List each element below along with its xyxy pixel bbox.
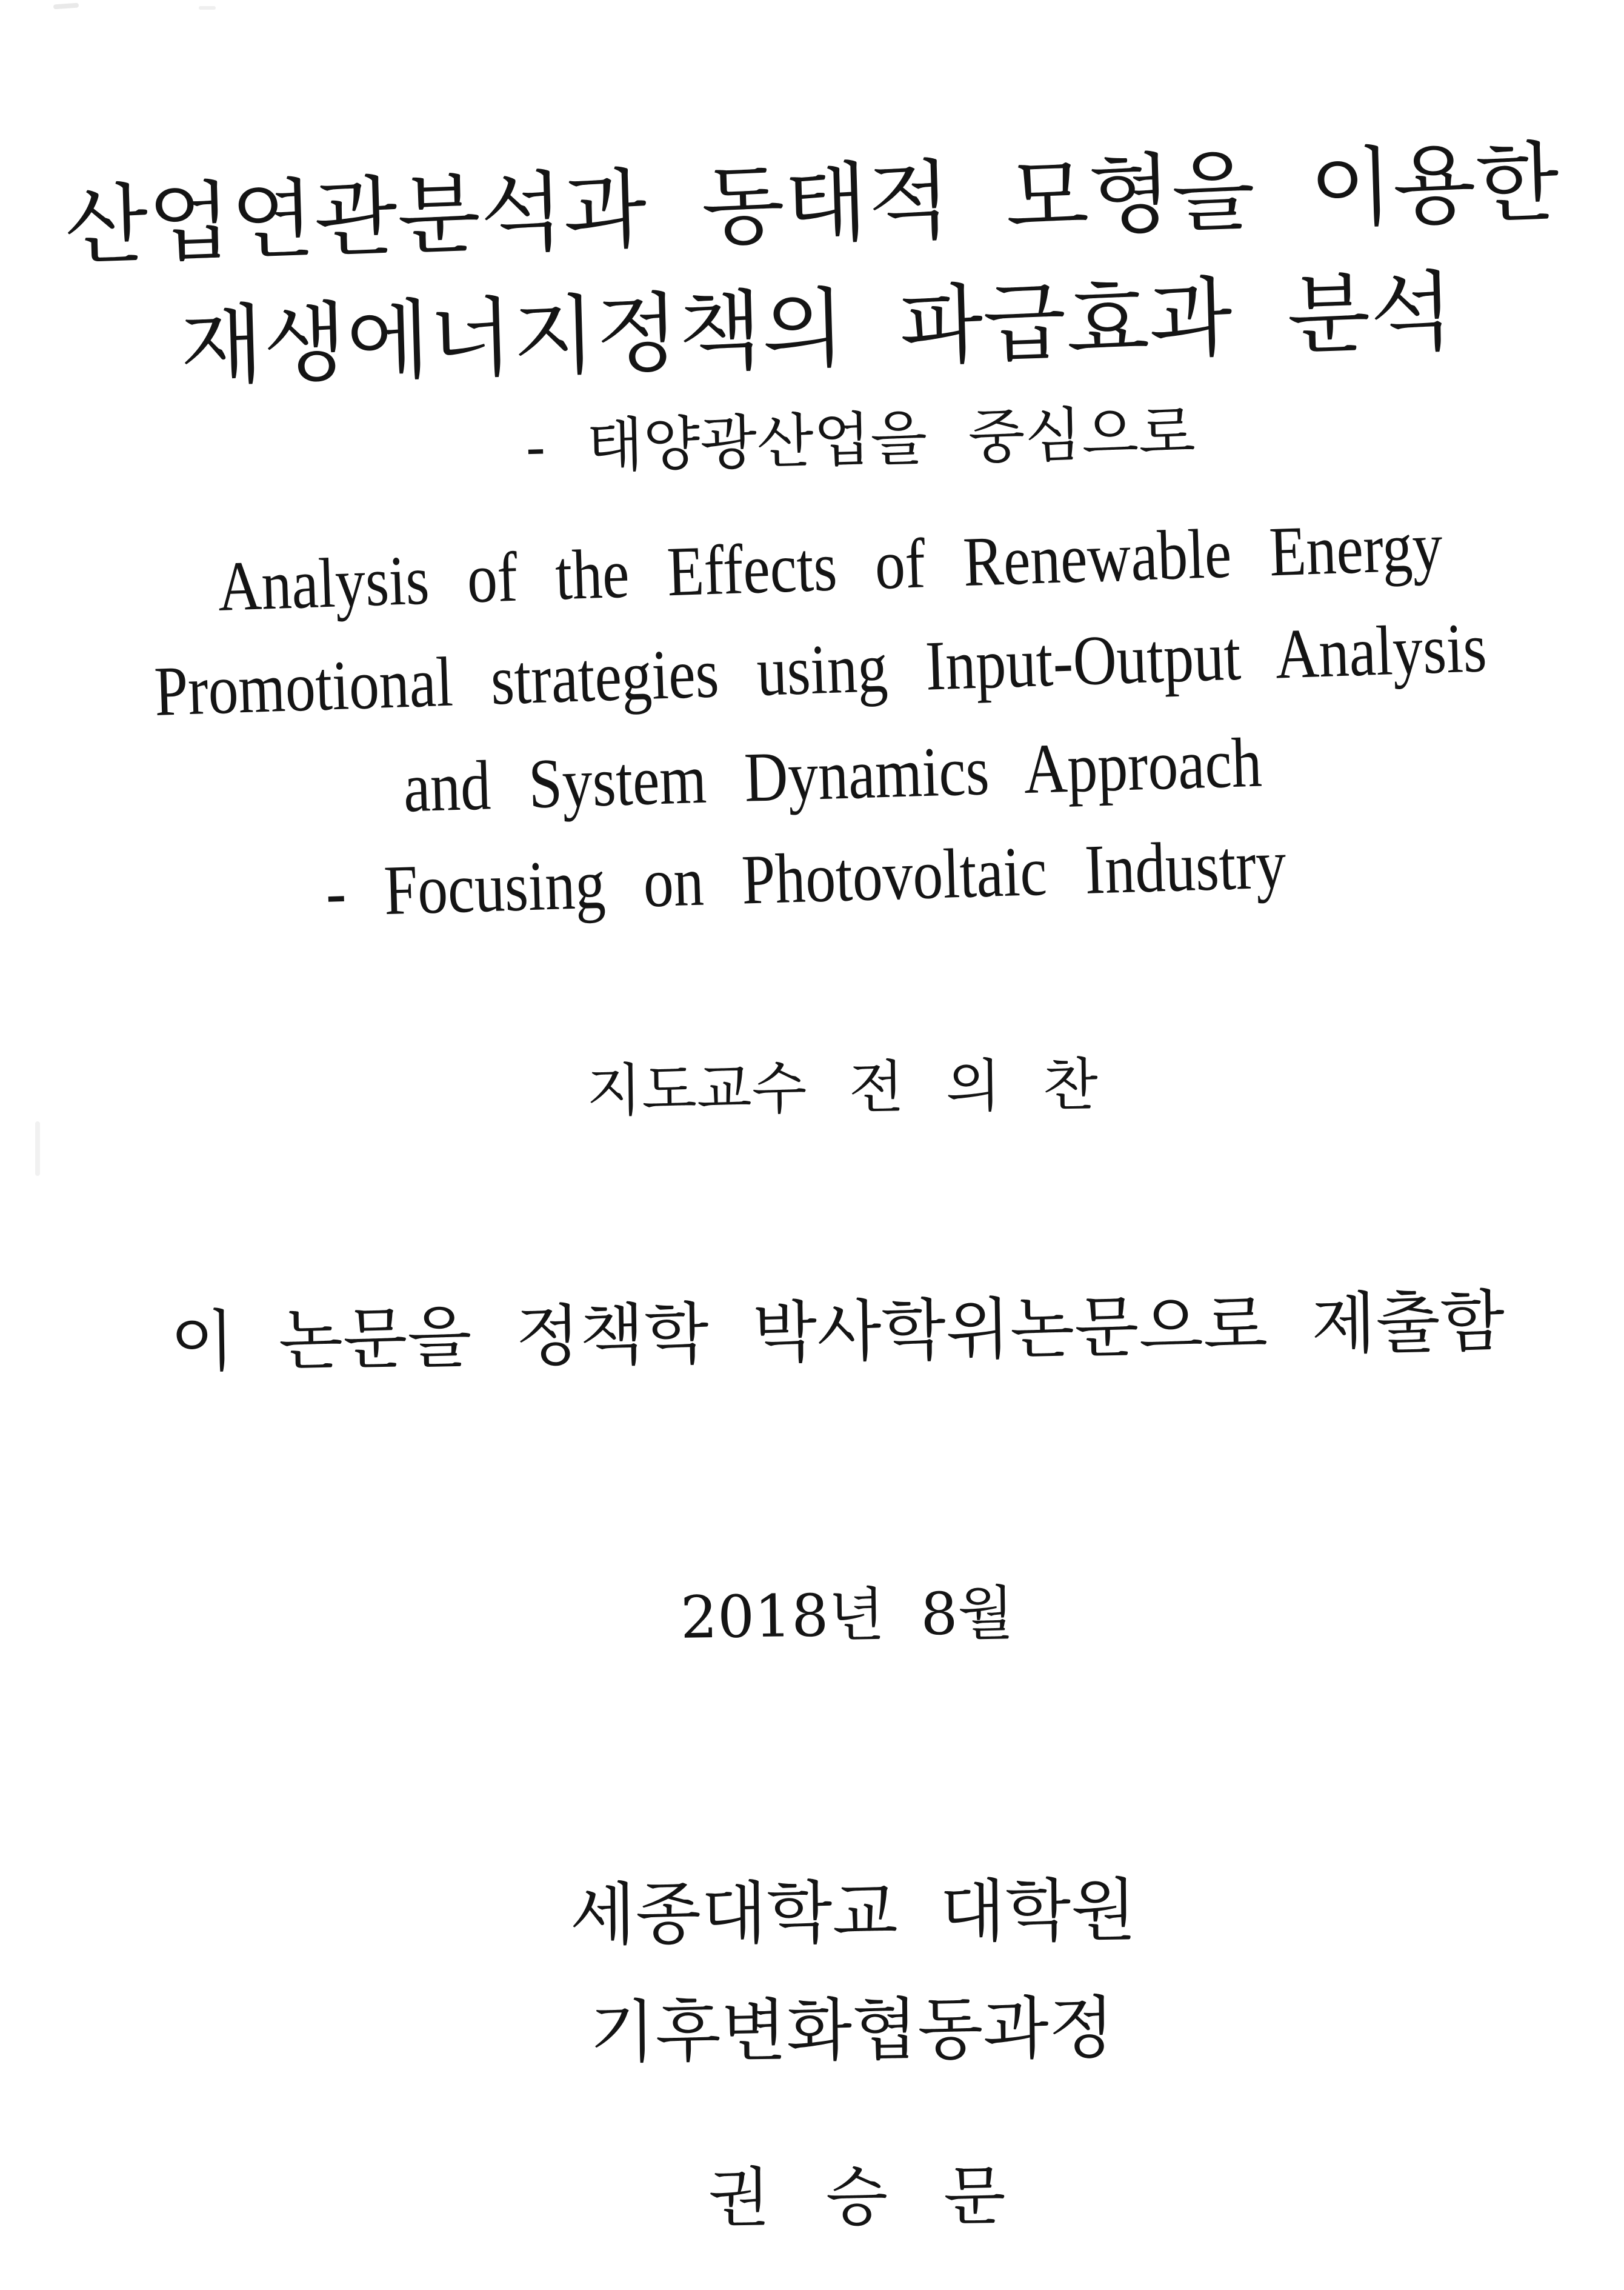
title-english-line3: and System Dynamics Approach bbox=[402, 723, 1263, 827]
program-name: 기후변화협동과정 bbox=[589, 1989, 1115, 2072]
subtitle-english: - Focusing on Photovoltaic Industry bbox=[324, 824, 1288, 932]
author-name: 권 승 문 bbox=[707, 2158, 1007, 2235]
scan-speck bbox=[199, 6, 216, 10]
title-english-line2: Promotional strategies using Input-Output Analysis bbox=[153, 608, 1488, 731]
date-line: 2018년 8월 bbox=[680, 1579, 1014, 1652]
scan-speck bbox=[53, 3, 79, 10]
submission-statement: 이 논문을 정책학 박사학위논문으로 제출함 bbox=[170, 1282, 1505, 1381]
title-english-line1: Analysis of the Effects of Renewable Energy bbox=[216, 507, 1444, 626]
advisor-line: 지도교수 전 의 찬 bbox=[586, 1052, 1099, 1125]
university-name: 세종대학교 대학원 bbox=[570, 1871, 1137, 1955]
subtitle-korean: - 태양광산업을 중심으로 bbox=[525, 398, 1196, 482]
title-korean-line2: 재생에너지정책의 파급효과 분석 bbox=[179, 261, 1455, 398]
title-korean-line1: 산업연관분석과 동태적 모형을 이용한 bbox=[63, 132, 1561, 277]
